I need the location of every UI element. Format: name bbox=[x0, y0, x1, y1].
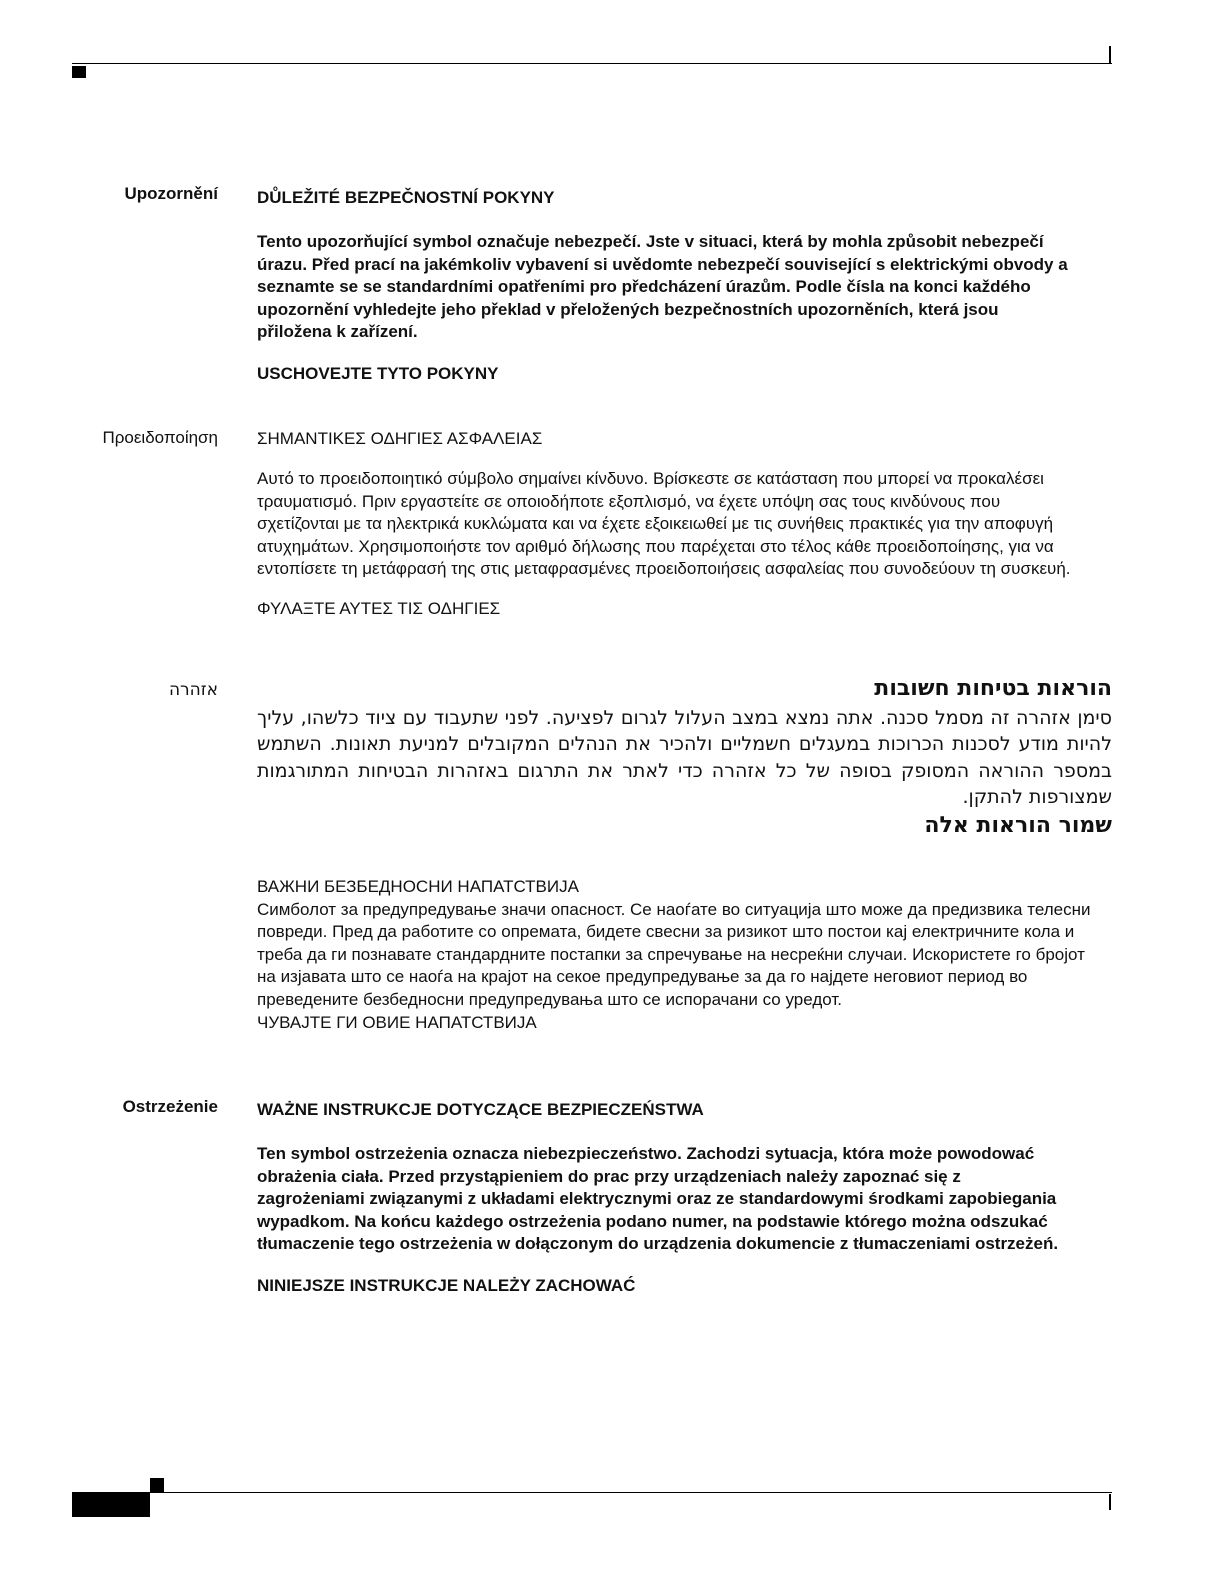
header-marker bbox=[72, 66, 86, 78]
section-hebrew bbox=[257, 675, 1112, 840]
warning-label-polish: Ostrzeżenie bbox=[122, 1097, 218, 1116]
section-heading-greek: ΣΗΜΑΝΤΙΚΕΣ ΟΔΗΓΙΕΣ ΑΣΦΑΛΕΙΑΣ bbox=[257, 429, 543, 448]
section-footer-macedonian: ЧУВАЈТЕ ГИ ОВИЕ НАПАТСТВИЈА bbox=[257, 1012, 537, 1032]
section-polish bbox=[257, 1099, 1112, 1297]
section-heading-czech: DŮLEŽITÉ BEZPEČNOSTNÍ POKYNY bbox=[257, 188, 555, 207]
footer-rule bbox=[150, 1492, 1112, 1493]
section-footer-polish: NINIEJSZE INSTRUKCJE NALEŻY ZACHOWAĆ bbox=[257, 1275, 636, 1295]
section-body-czech: Tento upozorňující symbol označuje nebezpečí. Jste v situaci, která by mohla způsobit nebezpečí úrazu. Před prací na jakémkoliv vybavení si uvědomte nebezpečí související s elektrickými obvody a seznamte se se standardními opatřeními pro předcházení úrazům. Podle čísla na konci každého upozornění vyhledejte jeho překlad v přeložených bezpečnostních upozorněních, která jsou přiložena k zařízení. bbox=[257, 232, 1068, 342]
section-body-hebrew: סימן אזהרה זה מסמל סכנה. אתה נמצא במצב העלול לגרום לפציעה. לפני שתעבוד עם ציוד כלשהו, עליך להיות מודע לסכנות הכרוכות במעגלים חשמליים ולהכיר את הנהלים המקובלים למניעת תאונות. השתמש במספר ההוראה המסופק בסופה של כל אזהרה כדי לאתר את התרגום באזהרות הבטיחות המתורגמות שמצורפות להתקן. bbox=[257, 707, 1112, 808]
warning-label-czech: Upozornění bbox=[124, 184, 218, 203]
section-footer-hebrew: שמור הוראות אלה bbox=[924, 813, 1112, 839]
header-rule-tick bbox=[1109, 46, 1111, 64]
section-footer-czech: USCHOVEJTE TYTO POKYNY bbox=[257, 363, 499, 383]
section-heading-polish: WAŻNE INSTRUKCJE DOTYCZĄCE BEZPIECZEŃSTWA bbox=[257, 1100, 704, 1119]
footer-rule-tick bbox=[1109, 1494, 1111, 1510]
header-rule bbox=[72, 63, 1112, 64]
section-body-polish: Ten symbol ostrzeżenia oznacza niebezpieczeństwo. Zachodzi sytuacja, która może powodować obrażenia ciała. Przed przystąpieniem do prac przy urządzeniach należy zapoznać się z zagrożeniami związanymi z układami elektrycznymi oraz ze standardowymi środkami zapobiegania wypadkom. Na końcu każdego ostrzeżenia podano numer, na podstawie którego można odszukać tłumaczenie tego ostrzeżenia w dołączonym do urządzenia dokumencie z tłumaczeniami ostrzeżeń. bbox=[257, 1144, 1059, 1254]
section-macedonian bbox=[257, 876, 1112, 1034]
section-heading-hebrew: הוראות בטיחות חשובות bbox=[874, 676, 1112, 701]
section-footer-greek: ΦΥΛΑΞΤΕ ΑΥΤΕΣ ΤΙΣ ΟΔΗΓΙΕΣ bbox=[257, 598, 501, 618]
section-greek bbox=[257, 428, 1112, 620]
section-body-greek: Αυτό το προειδοποιητικό σύμβολο σημαίνει κίνδυνο. Βρίσκεστε σε κατάσταση που μπορεί να προκαλέσει τραυματισμό. Πριν εργαστείτε σε οποιοδήποτε εξοπλισμό, να έχετε υπόψη σας τους κινδύνους που σχετίζονται με τα ηλεκτρικά κυκλώματα και να έχετε εξοικειωθεί με τις συνήθεις πρακτικές για την αποφυγή ατυχημάτων. Χρησιμοποιήστε τον αριθμό δήλωσης που παρέχεται στο τέλος κάθε προειδοποίησης, για να εντοπίσετε τη μετάφρασή της στις μεταφρασμένες προειδοποιήσεις ασφαλείας που συνοδεύουν τη συσκευή. bbox=[257, 469, 1071, 579]
section-czech bbox=[257, 187, 1112, 385]
footer-marker bbox=[150, 1478, 164, 1492]
section-body-macedonian: Симболот за предупредување значи опасност. Се наоѓате во ситуација што може да предизвика телесни повреди. Пред да работите со опремата, бидете свесни за ризикот што постои кај електричните кола и треба да ги познавате стандардните постапки за спречување на несреќни случаи. Искористете го бројот на изјавата што се наоѓа на крајот на секое предупредување за да го најдете неговиот период во преведените безбедносни предупредувања што се испорачани со уредот. bbox=[257, 899, 1091, 1009]
footer-block bbox=[72, 1492, 150, 1517]
warning-label-hebrew: אזהרה bbox=[168, 680, 218, 700]
warning-label-greek: Προειδοποίηση bbox=[102, 428, 218, 447]
section-heading-macedonian: ВАЖНИ БЕЗБЕДНОСНИ НАПАТСТВИЈА bbox=[257, 877, 579, 896]
